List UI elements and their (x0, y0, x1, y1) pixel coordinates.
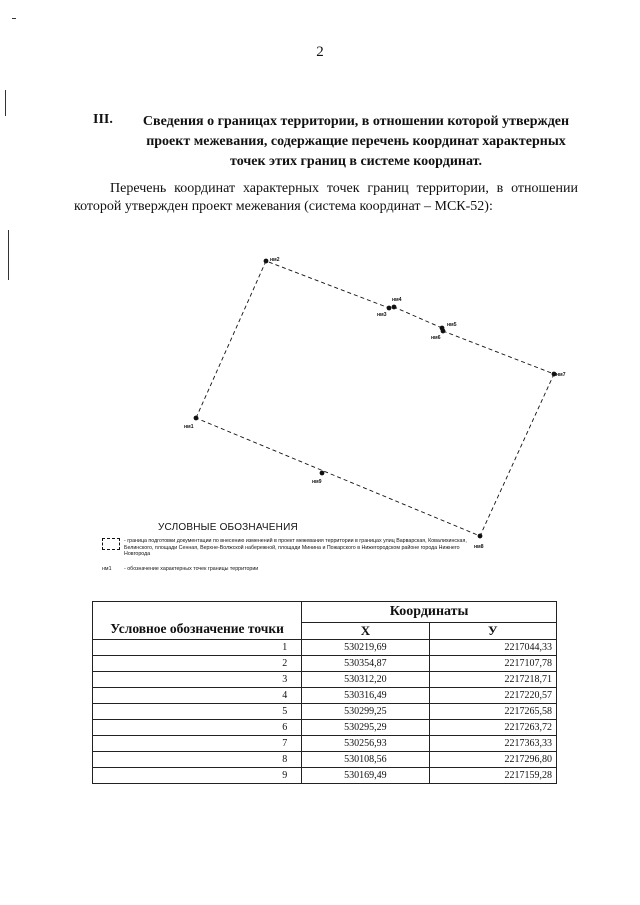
point-cell: 5 (93, 704, 302, 720)
boundary-line (196, 261, 554, 536)
legend-text: - граница подготовки документации по внесению изменений в проект межевания территории в границах улиц Варварская, Ковалихинская, Белинского, площади Сенная, Верхне-Волжской набережной, площади Минина и Пожарского в Нижегородском районе города Нижнего Новгорода (124, 538, 467, 558)
table-row (93, 752, 557, 768)
point-label: нм3 (377, 312, 387, 318)
scan-mark (5, 90, 6, 116)
legend-point-symbol: нм1 (102, 566, 112, 572)
boundary-point (320, 471, 325, 476)
y-cell: 2217220,57 (429, 688, 556, 704)
boundary-point (264, 259, 269, 264)
point-label: нм2 (270, 257, 280, 263)
scan-mark (12, 18, 16, 19)
dashed-box-icon (102, 538, 120, 550)
x-cell: 530316,49 (302, 688, 429, 704)
scan-mark (8, 230, 9, 280)
y-cell: 2217296,80 (429, 752, 556, 768)
table-row (93, 688, 557, 704)
point-cell: 8 (93, 752, 302, 768)
point-cell: 2 (93, 656, 302, 672)
x-cell: 530169,49 (302, 768, 429, 784)
y-cell: 2217159,28 (429, 768, 556, 784)
boundary-point (194, 416, 199, 421)
point-label: нм8 (474, 544, 484, 550)
point-cell: 6 (93, 720, 302, 736)
x-cell: 530312,20 (302, 672, 429, 688)
table-row (93, 656, 557, 672)
col-group-header: Координаты (302, 602, 557, 623)
x-cell: 530299,25 (302, 704, 429, 720)
boundary-point (392, 305, 397, 310)
y-cell: 2217107,78 (429, 656, 556, 672)
x-cell: 530354,87 (302, 656, 429, 672)
table-row (93, 672, 557, 688)
y-cell: 2217044,33 (429, 640, 556, 656)
point-cell: 4 (93, 688, 302, 704)
point-cell: 7 (93, 736, 302, 752)
coordinates-table (92, 601, 557, 784)
point-cell: 1 (93, 640, 302, 656)
point-label: нм9 (312, 479, 322, 485)
x-cell: 530256,93 (302, 736, 429, 752)
intro-paragraph: Перечень координат характерных точек границ территории, в отношении которой утвержден проект межевания (система координат – МСК-52): (74, 181, 578, 214)
legend-text: - обозначение характерных точек границы территории (124, 566, 259, 572)
page-number: 2 (316, 44, 324, 60)
point-label: нм5 (447, 322, 457, 328)
table-row (93, 640, 557, 656)
point-label: нм1 (184, 424, 194, 430)
y-cell: 2217265,58 (429, 704, 556, 720)
table-row (93, 768, 557, 784)
x-cell: 530219,69 (302, 640, 429, 656)
x-cell: 530108,56 (302, 752, 429, 768)
y-cell: 2217218,71 (429, 672, 556, 688)
boundary-point (387, 306, 392, 311)
x-cell: 530295,29 (302, 720, 429, 736)
section-number: III. (93, 112, 113, 127)
boundary-scheme (170, 240, 590, 560)
point-cell: 3 (93, 672, 302, 688)
table-row (93, 704, 557, 720)
point-label: нм4 (392, 297, 402, 303)
table-row (93, 720, 557, 736)
point-cell: 9 (93, 768, 302, 784)
legend-title: УСЛОВНЫЕ ОБОЗНАЧЕНИЯ (158, 522, 298, 533)
table-row (93, 736, 557, 752)
y-cell: 2217363,33 (429, 736, 556, 752)
y-cell: 2217263,72 (429, 720, 556, 736)
point-label: нм7 (556, 372, 566, 378)
col-y-header: У (429, 623, 556, 640)
col-point-header: Условное обозначение точки (93, 602, 302, 640)
point-label: нм6 (431, 335, 441, 341)
col-x-header: X (302, 623, 429, 640)
boundary-point (441, 329, 446, 334)
section-title: Сведения о границах территории, в отношении которой утвержден проект межевания, содержащие перечень координат характерных точек этих границ в системе координат. (142, 114, 570, 169)
